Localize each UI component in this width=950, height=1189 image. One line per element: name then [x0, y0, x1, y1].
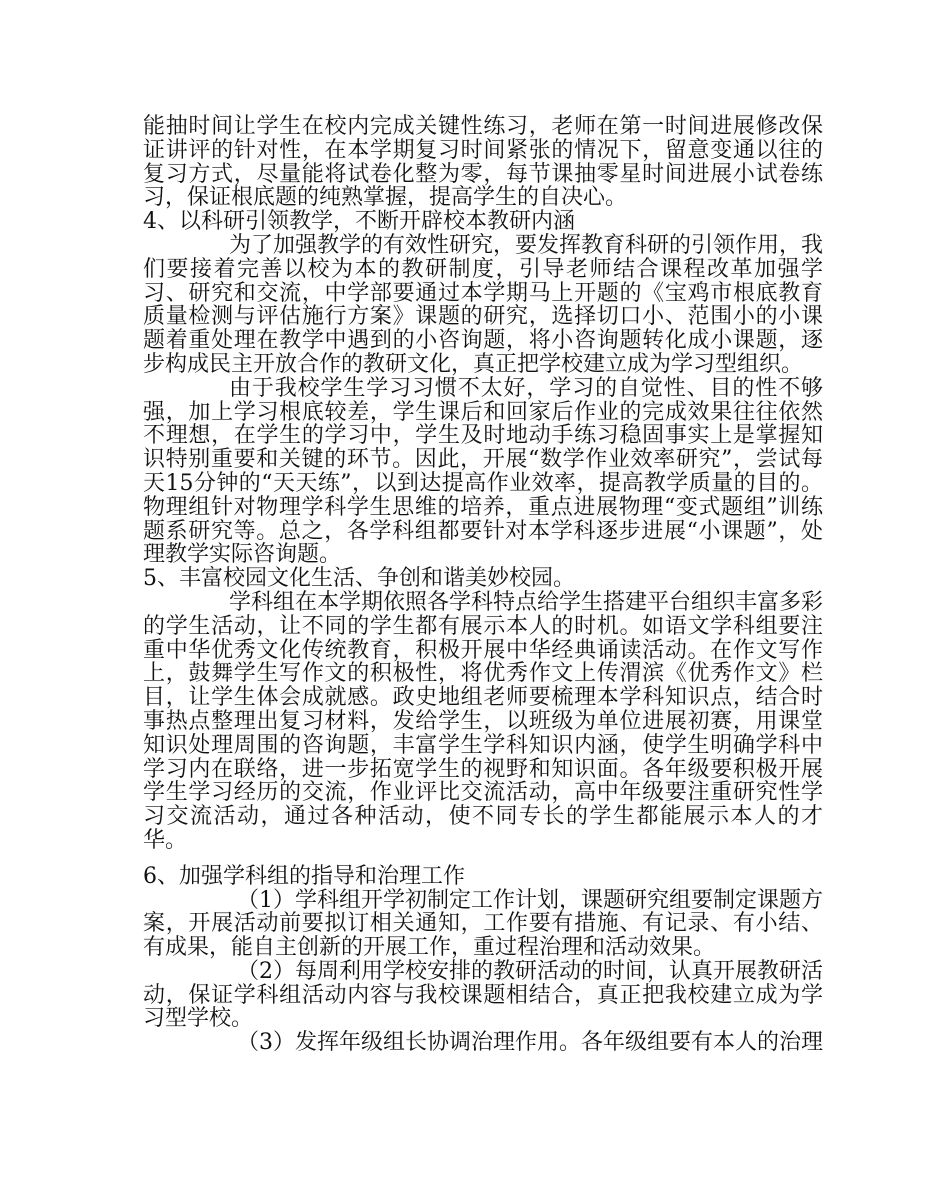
body-paragraph: 能抽时间让学生在校内完成关键性练习，老师在第一时间进展修改保证讲评的针对性，在本学期复习时间紧张的情况下，留意变通以往的复习方式，尽量能将试卷化整为零，每节课抽零星时间进展小试卷练习，保证根底题的纯熟掌握，提高学生的自决心。 — [143, 114, 823, 211]
sub-item-1: （1）学科组开学初制定工作计划，课题研究组要制定课题方案，开展活动前要拟订相关通知，工作要有措施、有记录、有小结、有成果，能自主创新的开展工作，重过程治理和活动效果。 — [143, 887, 823, 961]
section-heading-6: 6、加强学科组的指导和治理工作 — [143, 863, 465, 889]
body-paragraph: 学科组在本学期依照各学科特点给学生搭建平台组织丰富多彩的学生活动，让不同的学生都有展示本人的时机。如语文学科组要注重中华优秀文化传统教育，积极开展中华经典诵读活动。在作文写作上，鼓舞学生写作文的积极性，将优秀作文上传渭滨《优秀作文》栏目，让学生体会成就感。政史地组老师要梳理本学科知识点，结合时事热点整理出复习材料，发给学生，以班级为单位进展初赛，用课堂知识处理周围的咨询题，丰富学生学科知识内涵，使学生明确学科中学习内在联络，进一步拓宽学生的视野和知识面。各年级要积极开展学生学习经历的交流，作业评比交流活动，高中年级要注重研究性学习交流活动，通过各种活动，使不同专长的学生都能展示本人的才华。 — [143, 589, 824, 853]
body-paragraph: 由于我校学生学习习惯不太好，学习的自觉性、目的性不够强，加上学习根底较差，学生课后和回家后作业的完成效果往往依然不理想，在学生的学习中，学生及时地动手练习稳固事实上是掌握知识特别重要和关键的环节。因此，开展“数学作业效率研究”，尝试每天15分钟的“天天练”，以到达提高作业效率，提高教学质量的目的。物理组针对物理学科学生思维的培养，重点进展物理“变式题组”训练题系研究等。总之，各学科组都要针对本学科逐步进展“小课题”，处理教学实际咨询题。 — [143, 375, 823, 568]
section-heading-5: 5、丰富校园文化生活、争创和谐美妙校园。 — [143, 566, 575, 592]
sub-item-2: （2）每周利用学校安排的教研活动的时间，认真开展教研活动，保证学科组活动内容与我校课题相结合，真正把我校建立成为学习型学校。 — [143, 958, 823, 1032]
body-paragraph: 为了加强教学的有效性研究，要发挥教育科研的引领作用，我们要接着完善以校为本的教研制度，引导老师结合课程改革加强学习、研究和交流，中学部要通过本学期马上开题的《宝鸡市根底教育质量检测与评估施行方案》课题的研究，选择切口小、范围小的小课题着重处理在教学中遇到的小咨询题，将小咨询题转化成小课题，逐步构成民主开放合作的教研文化，真正把学校建立成为学习型组织。 — [143, 232, 824, 377]
sub-item-3: （3）发挥年级组长协调治理作用。各年级组要有本人的治理 — [237, 1030, 823, 1056]
document-body — [143, 115, 823, 1055]
section-heading-4: 4、以科研引领教学，不断开辟校本教研内涵 — [143, 209, 575, 235]
